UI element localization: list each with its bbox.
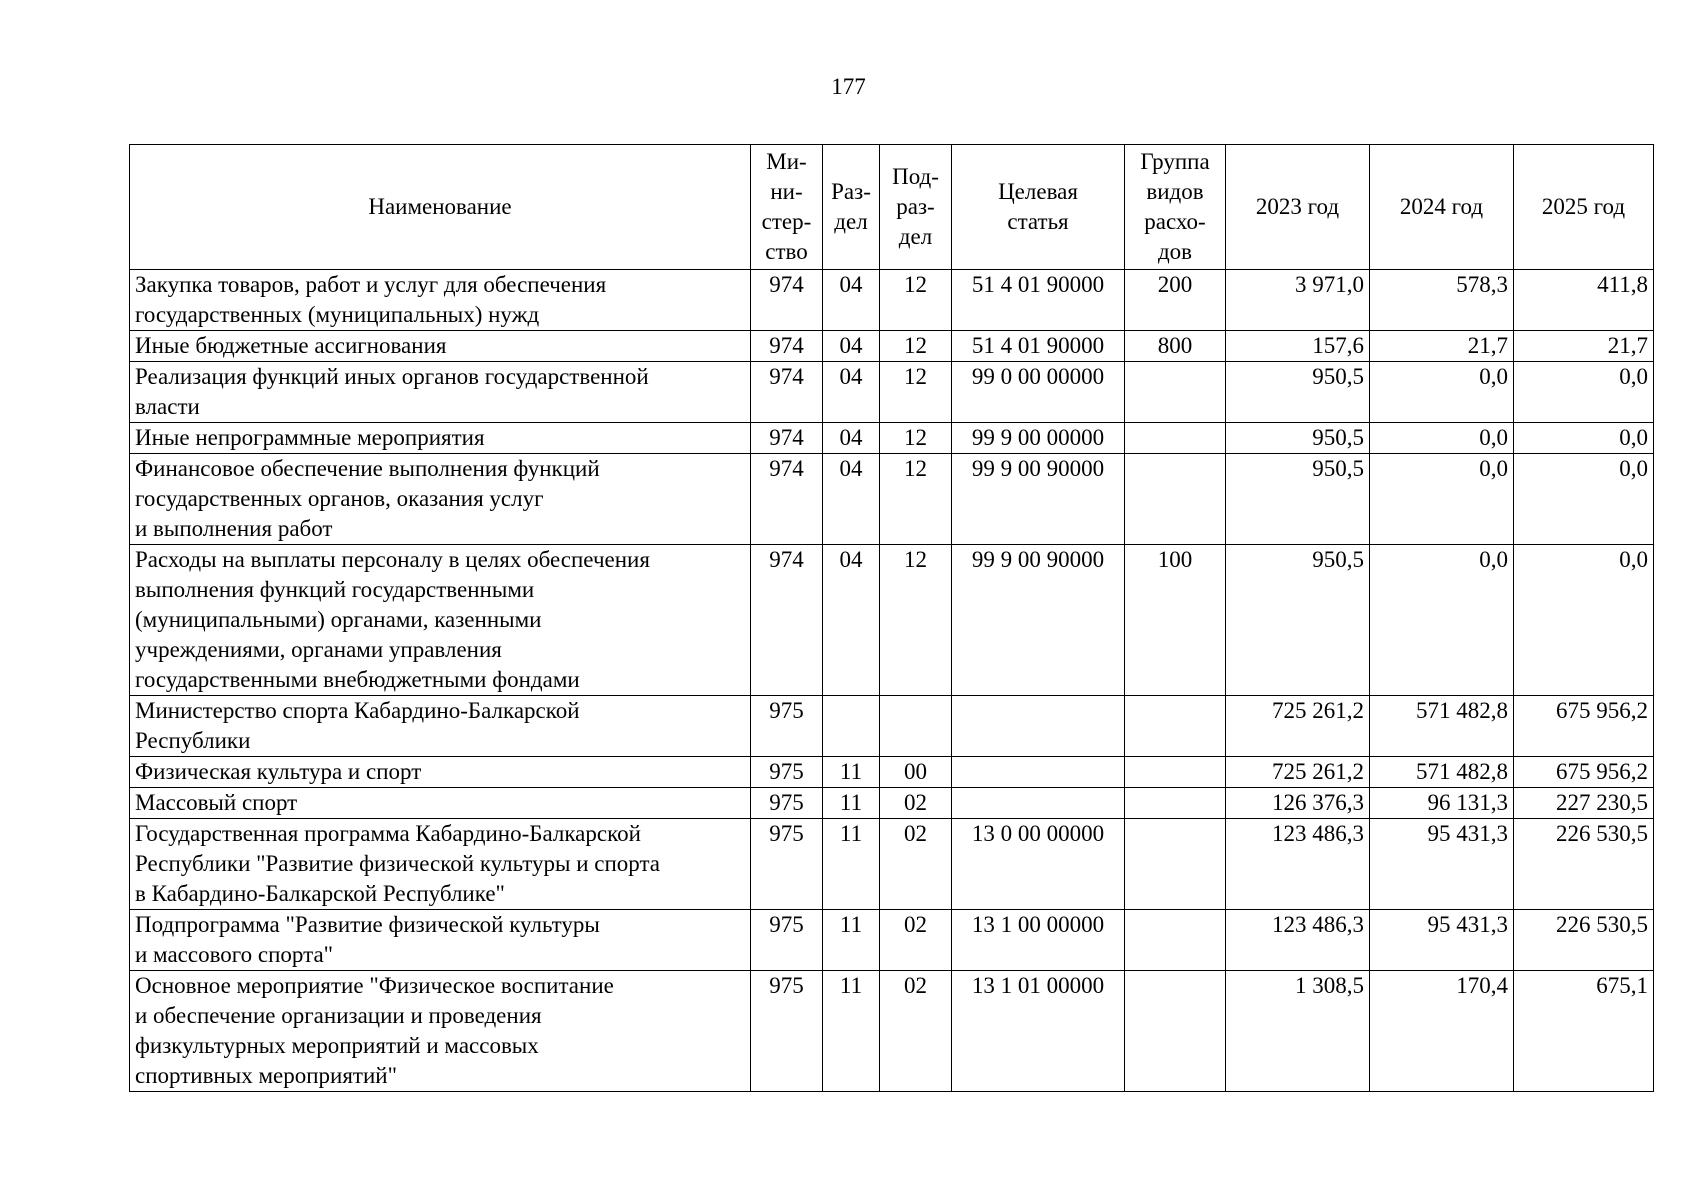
- cell-section: 04: [823, 331, 880, 362]
- cell-name: Подпрограмма "Развитие физической культуры и массового спорта": [130, 910, 751, 971]
- table-row: [130, 788, 1654, 819]
- cell-ministry: 975: [751, 910, 823, 971]
- cell-subsection: 12: [880, 331, 952, 362]
- cell-target: 51 4 01 90000: [952, 331, 1125, 362]
- cell-group: [1125, 788, 1226, 819]
- cell-ministry: 974: [751, 331, 823, 362]
- cell-section: 11: [823, 910, 880, 971]
- cell-target: [952, 788, 1125, 819]
- cell-section: 11: [823, 757, 880, 788]
- cell-group: 200: [1125, 270, 1226, 331]
- cell-name: Государственная программа Кабардино-Балкарской Республики "Развитие физической культуры и спорта в Кабардино-Балкарской Республике": [130, 819, 751, 910]
- cell-2024: 0,0: [1370, 423, 1514, 454]
- cell-2025: 0,0: [1514, 362, 1654, 423]
- header-2023: 2023 год: [1226, 145, 1370, 270]
- cell-ministry: 974: [751, 362, 823, 423]
- cell-2024: 95 431,3: [1370, 910, 1514, 971]
- cell-target: 99 0 00 00000: [952, 362, 1125, 423]
- table-header-row: [130, 145, 1654, 270]
- cell-group: [1125, 454, 1226, 545]
- cell-2023: 950,5: [1226, 454, 1370, 545]
- cell-name: Иные бюджетные ассигнования: [130, 331, 751, 362]
- cell-2023: 1 308,5: [1226, 971, 1370, 1092]
- cell-name: Основное мероприятие "Физическое воспитание и обеспечение организации и проведения физкультурных мероприятий и массовых спортивных мероприятий": [130, 971, 751, 1092]
- header-subsection: Под- раз- дел: [880, 145, 952, 270]
- cell-2025: 675 956,2: [1514, 757, 1654, 788]
- header-name: Наименование: [130, 145, 751, 270]
- cell-group: [1125, 757, 1226, 788]
- cell-name: Министерство спорта Кабардино-Балкарской Республики: [130, 696, 751, 757]
- cell-subsection: 02: [880, 788, 952, 819]
- cell-2024: 578,3: [1370, 270, 1514, 331]
- table-row: [130, 423, 1654, 454]
- cell-subsection: 02: [880, 910, 952, 971]
- header-section: Раз- дел: [823, 145, 880, 270]
- cell-2025: 675,1: [1514, 971, 1654, 1092]
- table-row: [130, 270, 1654, 331]
- cell-2025: 227 230,5: [1514, 788, 1654, 819]
- table-row: [130, 331, 1654, 362]
- table-row: [130, 362, 1654, 423]
- cell-2023: 725 261,2: [1226, 757, 1370, 788]
- cell-target: 99 9 00 00000: [952, 423, 1125, 454]
- cell-section: 11: [823, 788, 880, 819]
- cell-2024: 0,0: [1370, 362, 1514, 423]
- cell-target: [952, 757, 1125, 788]
- table-row: [130, 545, 1654, 696]
- cell-2023: 950,5: [1226, 423, 1370, 454]
- cell-2024: 0,0: [1370, 545, 1514, 696]
- cell-subsection: 12: [880, 454, 952, 545]
- table-row: [130, 757, 1654, 788]
- cell-subsection: 12: [880, 423, 952, 454]
- header-group: Группа видов расхо- дов: [1125, 145, 1226, 270]
- cell-2023: 157,6: [1226, 331, 1370, 362]
- cell-2024: 96 131,3: [1370, 788, 1514, 819]
- cell-group: [1125, 362, 1226, 423]
- cell-2024: 95 431,3: [1370, 819, 1514, 910]
- cell-section: 04: [823, 545, 880, 696]
- cell-2025: 226 530,5: [1514, 910, 1654, 971]
- cell-subsection: 02: [880, 971, 952, 1092]
- cell-ministry: 974: [751, 545, 823, 696]
- cell-section: 04: [823, 362, 880, 423]
- cell-name: Массовый спорт: [130, 788, 751, 819]
- cell-subsection: 12: [880, 270, 952, 331]
- table-row: [130, 696, 1654, 757]
- cell-section: 04: [823, 423, 880, 454]
- cell-group: 100: [1125, 545, 1226, 696]
- header-2025: 2025 год: [1514, 145, 1654, 270]
- cell-ministry: 974: [751, 423, 823, 454]
- cell-group: [1125, 696, 1226, 757]
- cell-target: 13 1 01 00000: [952, 971, 1125, 1092]
- cell-2024: 571 482,8: [1370, 757, 1514, 788]
- cell-name: Физическая культура и спорт: [130, 757, 751, 788]
- cell-ministry: 975: [751, 757, 823, 788]
- cell-2025: 675 956,2: [1514, 696, 1654, 757]
- page-number: 177: [831, 74, 866, 99]
- cell-section: 11: [823, 819, 880, 910]
- cell-ministry: 974: [751, 270, 823, 331]
- cell-target: 13 1 00 00000: [952, 910, 1125, 971]
- cell-2023: 126 376,3: [1226, 788, 1370, 819]
- cell-name: Финансовое обеспечение выполнения функций государственных органов, оказания услуг и выполнения работ: [130, 454, 751, 545]
- table-row: [130, 910, 1654, 971]
- cell-2023: 123 486,3: [1226, 910, 1370, 971]
- cell-name: Закупка товаров, работ и услуг для обеспечения государственных (муниципальных) нужд: [130, 270, 751, 331]
- cell-subsection: [880, 696, 952, 757]
- cell-target: 99 9 00 90000: [952, 545, 1125, 696]
- cell-ministry: 975: [751, 819, 823, 910]
- header-2024: 2024 год: [1370, 145, 1514, 270]
- cell-2023: 123 486,3: [1226, 819, 1370, 910]
- header-ministry: Ми- ни- стер- ство: [751, 145, 823, 270]
- cell-section: 04: [823, 454, 880, 545]
- cell-target: 51 4 01 90000: [952, 270, 1125, 331]
- cell-name: Расходы на выплаты персоналу в целях обеспечения выполнения функций государственными (муниципальными) органами, казенными учреждениями, органами управления государственными внебюджетными фондами: [130, 545, 751, 696]
- cell-2025: 0,0: [1514, 454, 1654, 545]
- cell-2024: 21,7: [1370, 331, 1514, 362]
- cell-ministry: 974: [751, 454, 823, 545]
- cell-2024: 0,0: [1370, 454, 1514, 545]
- cell-subsection: 12: [880, 362, 952, 423]
- table-row: [130, 971, 1654, 1092]
- cell-target: [952, 696, 1125, 757]
- header-target: Целевая статья: [952, 145, 1125, 270]
- cell-2025: 0,0: [1514, 545, 1654, 696]
- cell-group: 800: [1125, 331, 1226, 362]
- cell-subsection: 02: [880, 819, 952, 910]
- cell-section: 11: [823, 971, 880, 1092]
- cell-name: Иные непрограммные мероприятия: [130, 423, 751, 454]
- cell-2024: 170,4: [1370, 971, 1514, 1092]
- cell-ministry: 975: [751, 696, 823, 757]
- cell-section: [823, 696, 880, 757]
- cell-2024: 571 482,8: [1370, 696, 1514, 757]
- cell-target: 99 9 00 90000: [952, 454, 1125, 545]
- cell-group: [1125, 819, 1226, 910]
- cell-subsection: 00: [880, 757, 952, 788]
- cell-ministry: 975: [751, 971, 823, 1092]
- cell-2023: 725 261,2: [1226, 696, 1370, 757]
- cell-ministry: 975: [751, 788, 823, 819]
- cell-2023: 3 971,0: [1226, 270, 1370, 331]
- cell-2025: 226 530,5: [1514, 819, 1654, 910]
- cell-target: 13 0 00 00000: [952, 819, 1125, 910]
- cell-group: [1125, 910, 1226, 971]
- cell-2025: 411,8: [1514, 270, 1654, 331]
- cell-2023: 950,5: [1226, 545, 1370, 696]
- cell-section: 04: [823, 270, 880, 331]
- cell-name: Реализация функций иных органов государственной власти: [130, 362, 751, 423]
- cell-2023: 950,5: [1226, 362, 1370, 423]
- cell-2025: 0,0: [1514, 423, 1654, 454]
- cell-subsection: 12: [880, 545, 952, 696]
- budget-table: [129, 144, 1654, 1092]
- cell-group: [1125, 971, 1226, 1092]
- table-row: [130, 819, 1654, 910]
- cell-group: [1125, 423, 1226, 454]
- cell-2025: 21,7: [1514, 331, 1654, 362]
- table-row: [130, 454, 1654, 545]
